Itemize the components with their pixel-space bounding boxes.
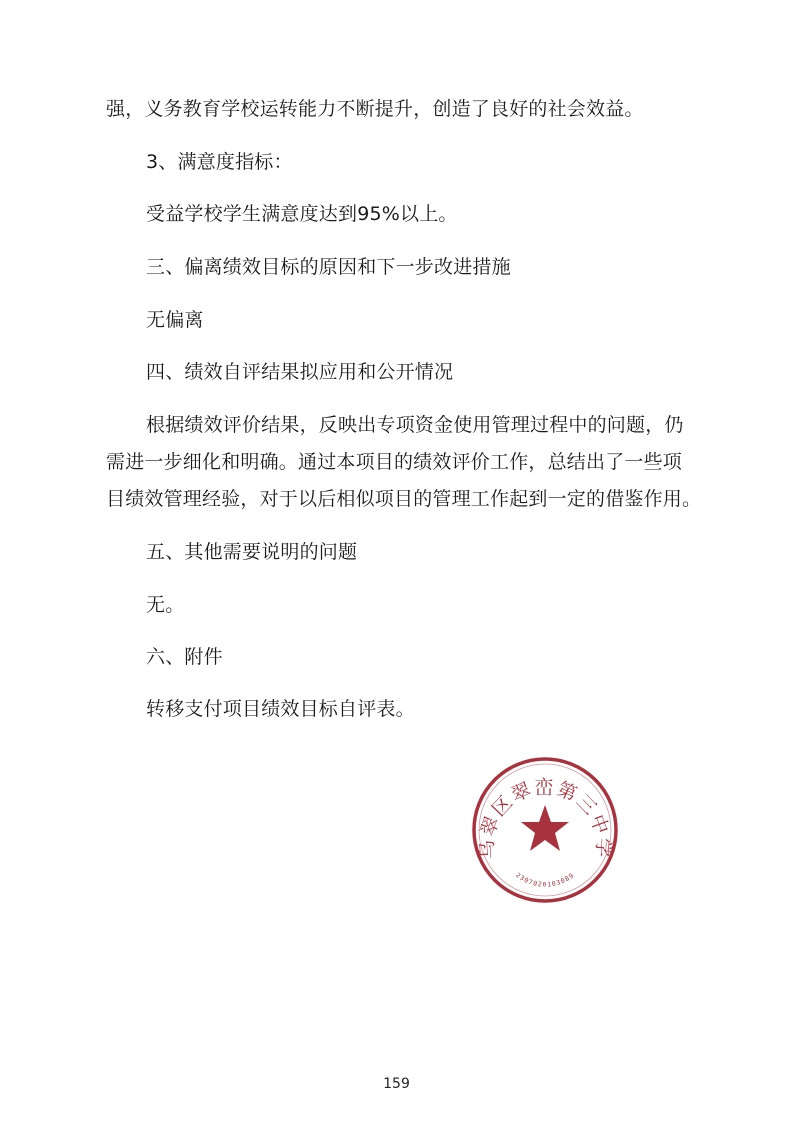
section-3-text: 无偏离 (146, 309, 204, 331)
attachment-text: 转移支付项目绩效目标自评表。 (146, 698, 415, 720)
satisfaction-heading: 3、满意度指标： (146, 151, 293, 173)
section-4-text-line-1: 根据绩效评价结果，反映出专项资金使用管理过程中的问题，仍 (146, 414, 684, 436)
seal-text: 乌翠区翠峦第三中学 (475, 776, 615, 860)
section-4-heading: 四、绩效自评结果拟应用和公开情况 (146, 361, 454, 383)
satisfaction-text: 受益学校学生满意度达到95%以上。 (146, 203, 458, 225)
section-5-heading: 五、其他需要说明的问题 (146, 541, 358, 563)
section-4-text-line-2: 需进一步细化和明确。通过本项目的绩效评价工作，总结出了一些项 (106, 451, 683, 473)
star-icon (521, 805, 569, 851)
section-4-text-line-3: 目绩效管理经验，对于以后相似项目的管理工作起到一定的借鉴作用。 (106, 488, 702, 510)
section-3-heading: 三、偏离绩效目标的原因和下一步改进措施 (146, 256, 511, 278)
section-6-heading: 六、附件 (146, 646, 223, 668)
paragraph-continuation: 强，义务教育学校运转能力不断提升，创造了良好的社会效益。 (106, 98, 644, 120)
official-seal (470, 755, 620, 905)
seal-code: 2307020103089 (514, 871, 576, 889)
page-number: 159 (383, 1076, 410, 1092)
section-5-text: 无。 (146, 594, 185, 616)
